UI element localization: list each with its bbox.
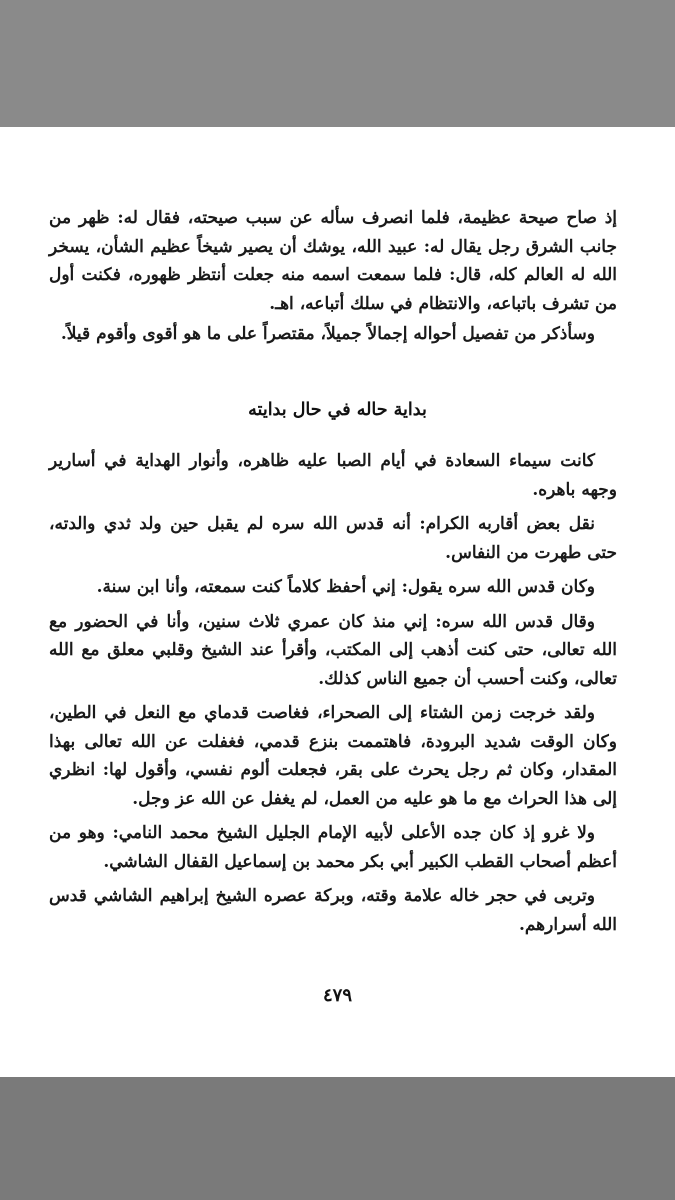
paragraph: وكان قدس الله سره يقول: إني أحفظ كلاماً كنت سمعته، وأنا ابن سنة. — [96, 577, 595, 597]
paragraph: ولا غرو إذ كان جده الأعلى لأبيه الإمام الجليل الشيخ محمد النامي: وهو من أعظم أصحاب القطب الكبير أبي بكر محمد بن إسماعيل القفال الشاشي. — [49, 823, 617, 872]
top-text-block — [49, 204, 617, 349]
page-number: ٤٧٩ — [322, 985, 352, 1006]
paragraph: كانت سيماء السعادة في أيام الصبا عليه ظاهره، وأنوار الهداية في أسارير وجهه باهره. — [49, 451, 617, 500]
paragraph: وسأذكر من تفصيل أحواله إجمالاً جميلاً، مقتصراً على ما هو أقوى وأقوم قيلاً. — [60, 324, 595, 344]
paragraph: وقال قدس الله سره: إني منذ كان عمري ثلاث سنين، وأنا في الحضور مع الله تعالى، حتى كنت أذهب إلى المكتب، وأقرأ عند الشيخ وقلبي معلق مع الله تعالى، وكنت أحسب أن جميع الناس كذلك. — [49, 611, 617, 689]
top-background — [0, 0, 675, 127]
paragraph: نقل بعض أقاربه الكرام: أنه قدس الله سره لم يقبل حين ولد ثدي والدته، حتى طهرت من النفاس. — [49, 514, 617, 563]
bottom-background — [0, 1077, 675, 1200]
paragraph: إذ صاح صيحة عظيمة، فلما انصرف سأله عن سبب صيحته، فقال له: ظهر من جانب الشرق رجل يقال له: عبيد الله، يوشك أن يصير شيخاً عظيم الشأن، يسخر الله له العالم كله، قال: فلما سمعت اسمه منه جعلت أنتظر ظهوره، فكنت أول من تشرف باتباعه، والانتظام في سلك أتباعه، اهـ. — [49, 208, 617, 314]
section-heading: بداية حاله في حال بدايته — [248, 400, 427, 420]
paragraph: ولقد خرجت زمن الشتاء إلى الصحراء، فغاصت قدماي مع النعل في الطين، وكان الوقت شديد البرودة، فاهتممت بنزع قدمي، فغفلت عن الله تعالى بهذا المقدار، وكان ثم رجل يحرث على بقر، فجعلت ألوم نفسي، وأقول لها: انظري إلى هذا الحراث مع ما هو عليه من العمل، لم يغفل عن الله عز وجل. — [49, 703, 617, 809]
body-text-block — [49, 447, 617, 939]
paragraph: وتربى في حجر خاله علامة وقته، وبركة عصره الشيخ إبراهيم الشاشي قدس الله أسرارهم. — [49, 886, 617, 935]
